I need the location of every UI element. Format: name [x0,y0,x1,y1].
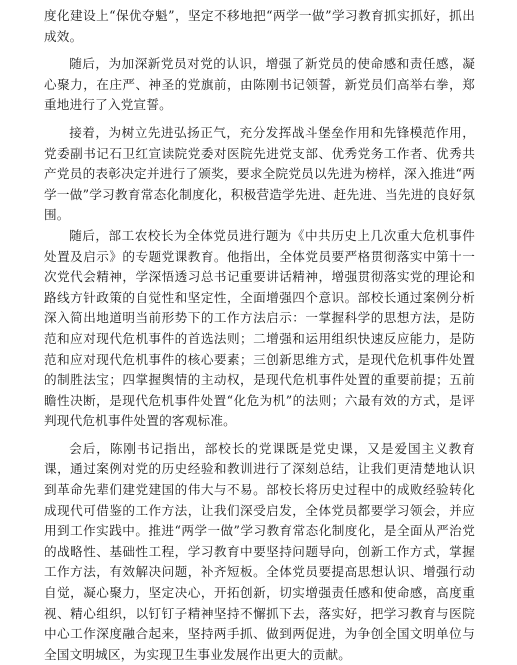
paragraph-continuation: 度化建设上“保优夺魁”，坚定不移地把“两学一做”学习教育抓实抓好，抓出成效。 [44,8,475,44]
paragraph-closing-remarks: 会后，陈刚书记指出，部校长的党课既是党史课，又是爱国主义教育课，通过案例对党的历史经验和教训进行了深刻总结，让我们更清楚地认识到革命先辈们建党建国的伟大与不易。部校长将历史过程中的成败经验转化成现代可借鉴的工作方法，让我们深受启发，全体党员都要学习领会，并应用到工作实践中。推进“两学一做”学习教育常态化制度化，是全面从严治党的战略性、基础性工程，学习教育中要坚持问题导向，创新工作方式，掌握工作方法，有效解决问题，补齐短板。全体党员要提高思想认识、增强行动自觉，凝心聚力，坚定决心，开拓创新，切实增强责任感和使命感，高度重视、精心组织，以钉钉子精神坚持不懈抓下去，落实好，把学习教育与医院中心工作深度融合起来，坚持两手抓、做到两促进，为争创全国文明单位与全国文明城区，为实现卫生事业发展作出更大的贡献。 [44,440,475,662]
paragraph-gap [44,432,475,439]
paragraph-commendation: 接着，为树立先进弘扬正气，充分发挥战斗堡垒作用和先锋模范作用，党委副书记石卫红宣读院党委对医院先进党支部、优秀党务工作者、优秀共产党员的表彰决定并进行了颁奖，要求全院党员以先进为榜样，深入推进“两学一做”学习教育常态化制度化，积极营造学先进、赶先进、当先进的良好氛围。 [44,124,475,223]
paragraph-gap [44,47,475,54]
paragraph-gap [44,116,475,123]
paragraph-oath: 随后，为加深新党员对党的认识，增强了新党员的使命感和责任感，凝心聚力，在庄严、神圣的党旗前，由陈刚书记领誓，新党员们高举右拳，郑重地进行了入党宣誓。 [44,56,475,113]
paragraph-party-lecture: 随后，部工农校长为全体党员进行题为《中共历史上几次重大危机事件处置及启示》的专题党课教育。他指出，全体党员要严格贯彻落实中第十一次党代会精神，学深悟透习总书记重要讲话精神，增强贯彻落实党的理论和路线方针政策的自觉性和坚定性，全面增强四个意识。部校长通过案例分析深入简出地道明当前形势下的工作方法启示：一掌握科学的思想方法，是防范和应对现代危机事件的首选法则；二增强和运用组织快速反应能力，是防范和应对现代危机事件的核心要素；三创新思维方式，是现代危机事件处置的制胜法宝；四掌握舆情的主动权，是现代危机事件处置的重要前提；五前瞻性决断，是现代危机事件处置“化危为机”的法则；六最有效的方式，是评判现代危机事件处置的客观标准。 [44,227,475,429]
